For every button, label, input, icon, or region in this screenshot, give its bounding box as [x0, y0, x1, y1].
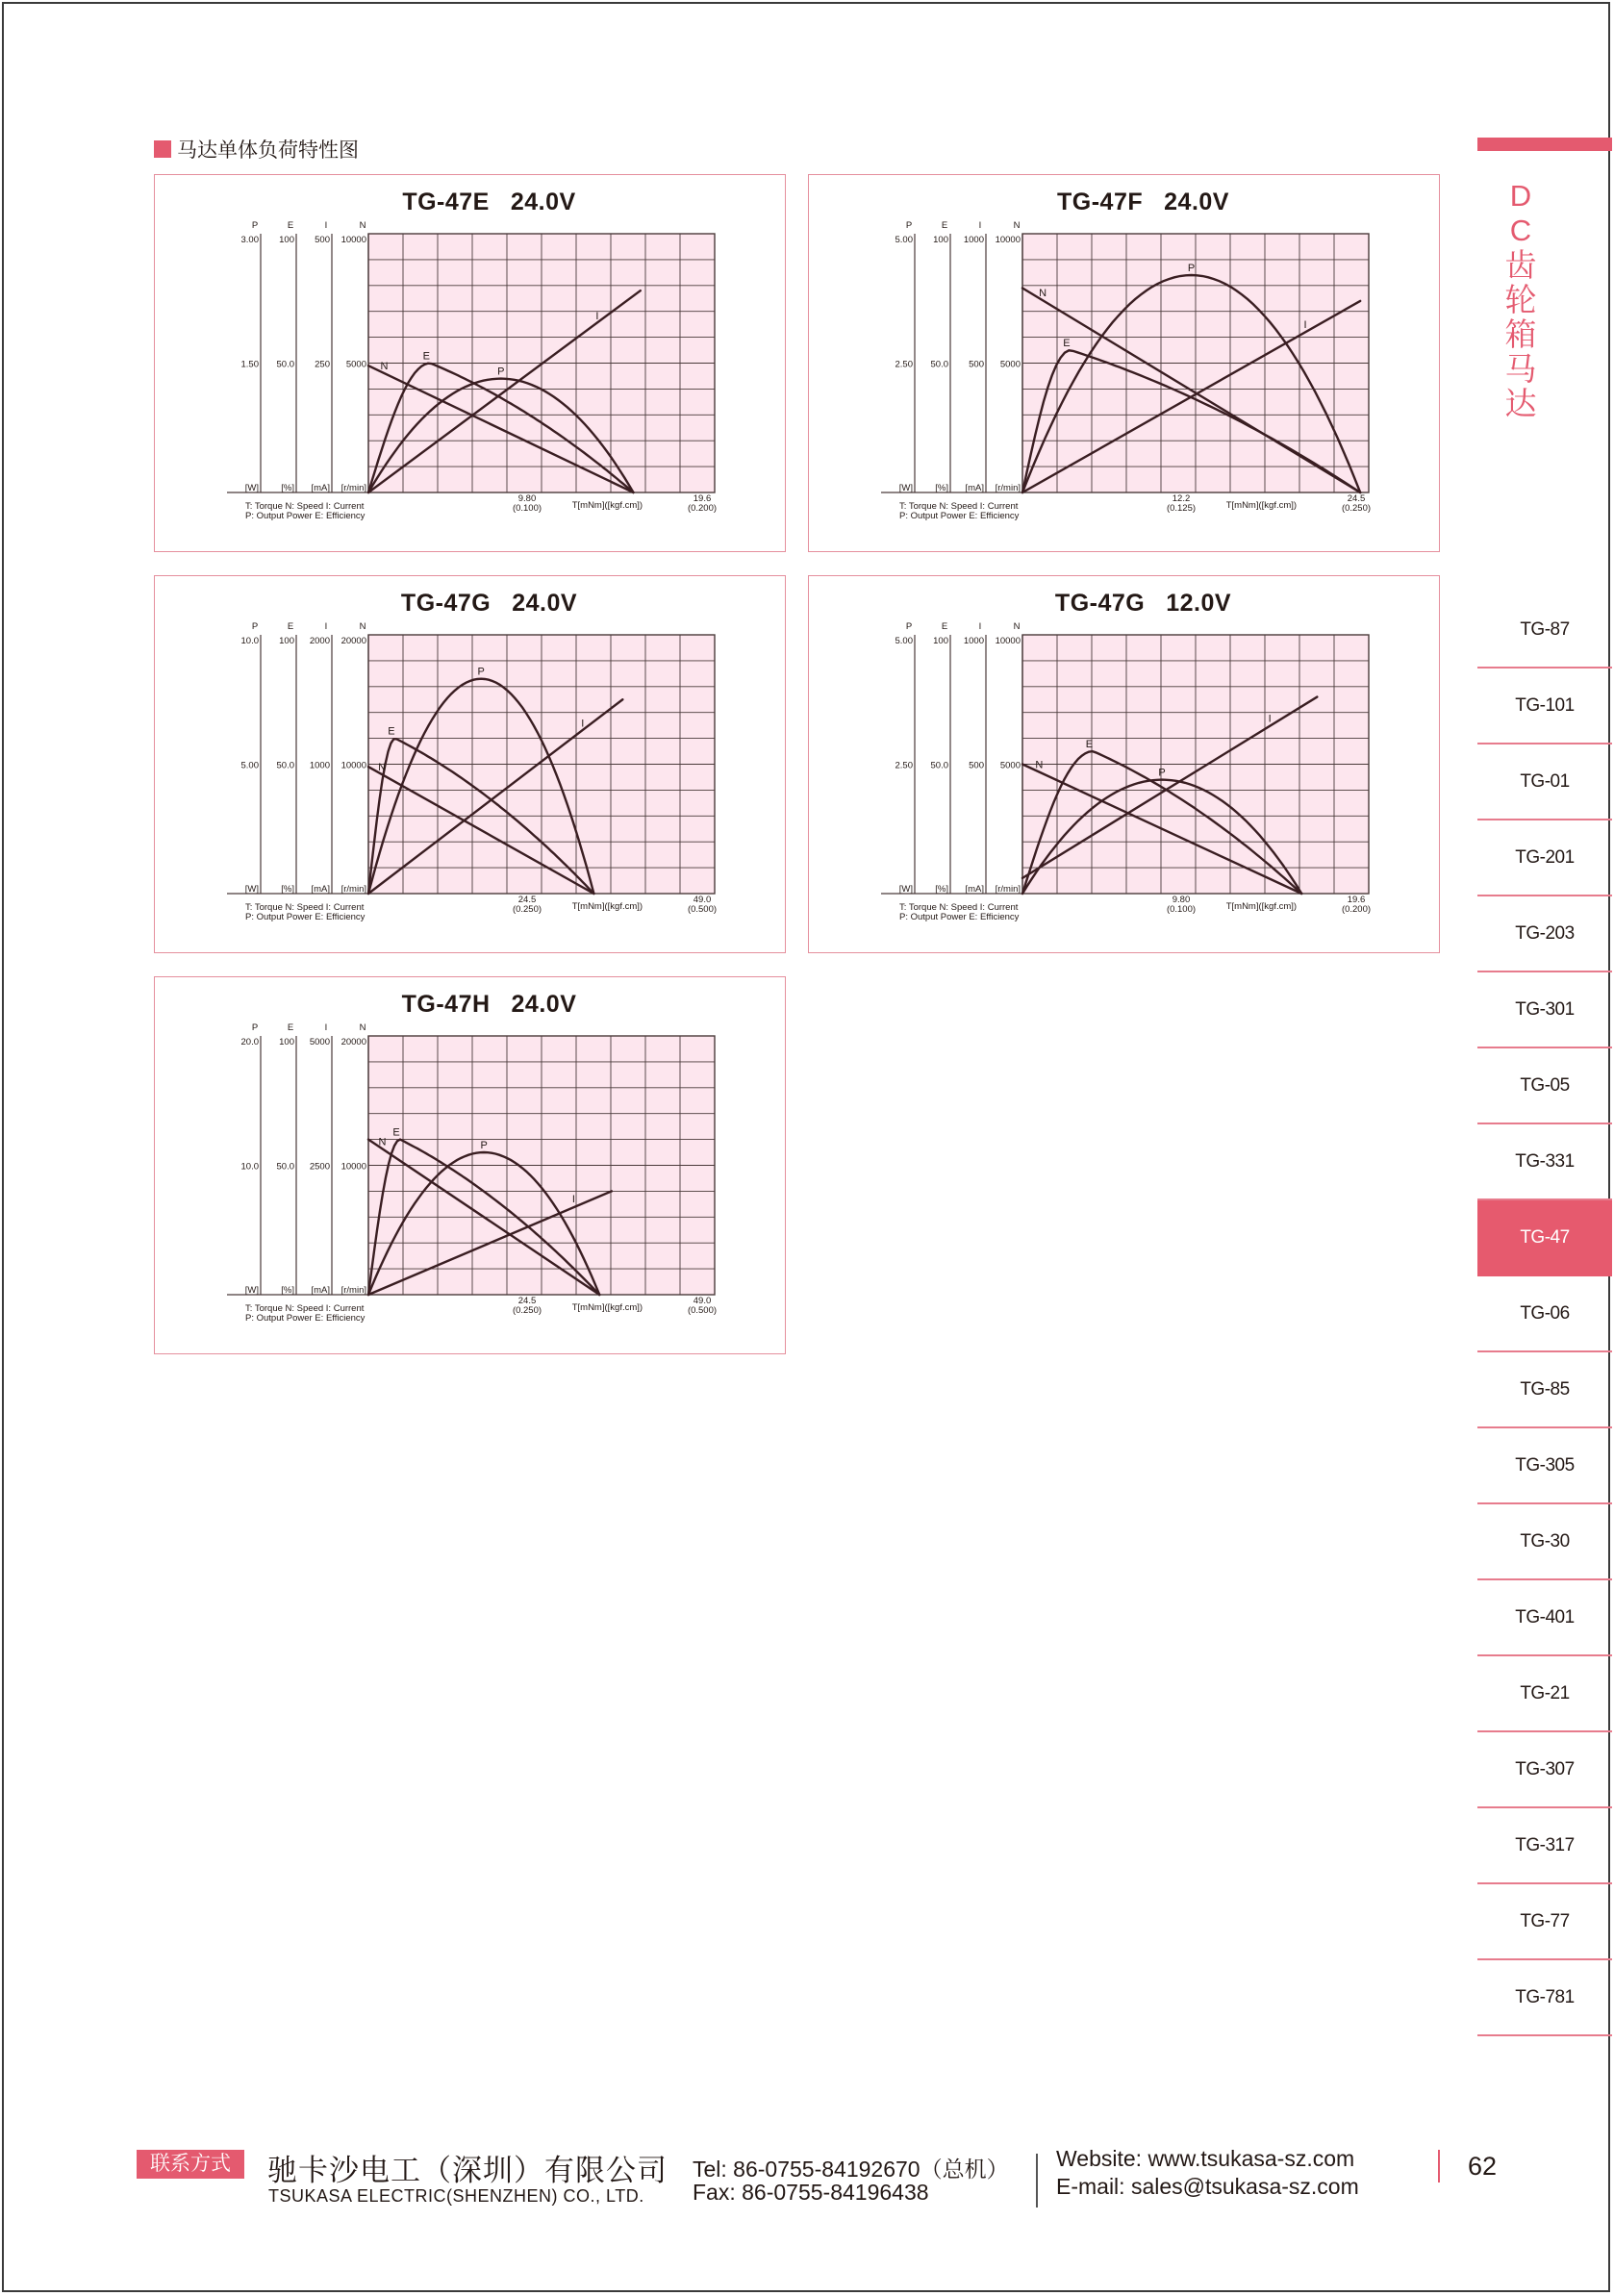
axis-unit-label: [%]: [281, 483, 294, 493]
speed-label: N: [1039, 288, 1047, 300]
x-tick-end: 19.6: [1347, 895, 1366, 905]
side-title-char: D: [1509, 179, 1532, 213]
axis-unit-label: [mA]: [965, 483, 984, 493]
nav-item-tg-101[interactable]: TG-101: [1477, 669, 1612, 744]
nav-item-tg-305[interactable]: TG-305: [1477, 1428, 1612, 1504]
chart-panel-tg-47e-24v: [154, 174, 786, 552]
side-title-char: 马: [1504, 351, 1537, 387]
axis-head-e: E: [287, 621, 294, 632]
current-label: I: [1303, 318, 1307, 331]
axis-max-label: 20000: [340, 636, 366, 646]
axis-unit-label: [W]: [244, 884, 259, 895]
axis-head-n: N: [1013, 220, 1021, 231]
efficiency-label: E: [422, 350, 430, 363]
nav-item-tg-30[interactable]: TG-30: [1477, 1504, 1612, 1580]
axis-max-label: 500: [315, 235, 330, 245]
nav-item-tg-203[interactable]: TG-203: [1477, 896, 1612, 972]
nav-item-tg-301[interactable]: TG-301: [1477, 972, 1612, 1048]
nav-item-tg-06[interactable]: TG-06: [1477, 1276, 1612, 1352]
axis-mid-label: 1000: [309, 760, 330, 771]
axis-max-label: 20.0: [240, 1037, 259, 1047]
axis-unit-label: [%]: [281, 1285, 294, 1296]
x-tick-mid: 24.5: [517, 1296, 537, 1306]
axis-mid-label: 5000: [999, 760, 1021, 771]
nav-item-tg-01[interactable]: TG-01: [1477, 744, 1612, 820]
legend-line-1: T: Torque N: Speed I: Current: [899, 501, 1019, 512]
power-label: P: [1158, 767, 1166, 779]
axis-head-e: E: [941, 220, 948, 231]
axis-head-n: N: [1013, 621, 1021, 632]
x-tick-end: 49.0: [693, 895, 712, 905]
x-tick-end-kgf: (0.500): [687, 1305, 718, 1316]
current-label: I: [1268, 713, 1272, 725]
side-title-char: 齿: [1504, 247, 1537, 283]
side-title-char: C: [1509, 214, 1532, 247]
axis-unit-label: [mA]: [311, 483, 330, 493]
axis-max-label: 10000: [340, 235, 366, 245]
axis-max-label: 5.00: [895, 235, 913, 245]
chart-title: TG-47F 24.0V: [1057, 189, 1229, 215]
speed-label: N: [380, 361, 389, 373]
axis-head-p: P: [905, 621, 913, 632]
speed-label: N: [1035, 759, 1044, 771]
side-nav: [1477, 593, 1612, 2036]
axis-mid-label: 5.00: [240, 760, 259, 771]
axis-mid-label: 50.0: [276, 760, 294, 771]
axis-max-label: 5.00: [895, 636, 913, 646]
nav-item-tg-87[interactable]: TG-87: [1477, 593, 1612, 669]
axis-head-e: E: [287, 220, 294, 231]
fax: Fax: 86-0755-84196438: [693, 2180, 929, 2205]
section-marker: [154, 140, 171, 158]
x-tick-mid-kgf: (0.250): [512, 904, 542, 915]
axis-head-n: N: [359, 621, 366, 632]
power-label: P: [480, 1140, 488, 1152]
x-tick-end: 49.0: [693, 1296, 712, 1306]
x-tick-mid: 9.80: [1172, 895, 1191, 905]
chart-panel-tg-47g-24v: [154, 575, 786, 953]
chart-svg: [809, 175, 1441, 553]
axis-head-p: P: [251, 621, 259, 632]
website-link[interactable]: Website: www.tsukasa-sz.com: [1056, 2146, 1355, 2171]
axis-head-i: I: [324, 1022, 328, 1033]
x-tick-end-kgf: (0.200): [1341, 904, 1372, 915]
chart-panel-tg-47f-24v: [808, 174, 1440, 552]
axis-mid-label: 10000: [340, 760, 366, 771]
axis-unit-label: [mA]: [311, 1285, 330, 1296]
chart-svg: [155, 977, 787, 1355]
nav-item-tg-05[interactable]: TG-05: [1477, 1048, 1612, 1124]
axis-max-label: 1000: [963, 636, 984, 646]
x-tick-mid-kgf: (0.250): [512, 1305, 542, 1316]
axis-max-label: 100: [933, 235, 948, 245]
legend-line-1: T: Torque N: Speed I: Current: [245, 902, 365, 913]
side-title-char: 达: [1504, 386, 1537, 421]
x-tick-mid: 24.5: [517, 895, 537, 905]
axis-unit-label: [mA]: [965, 884, 984, 895]
nav-item-tg-85[interactable]: TG-85: [1477, 1352, 1612, 1428]
nav-item-tg-47[interactable]: TG-47: [1477, 1200, 1612, 1276]
side-title-char: 箱: [1504, 316, 1537, 352]
axis-mid-label: 50.0: [276, 359, 294, 370]
axis-mid-label: 2.50: [895, 359, 913, 370]
axis-unit-label: [r/min]: [340, 1285, 366, 1296]
chart-panel-tg-47h-24v: [154, 976, 786, 1354]
footer-divider: [1036, 2154, 1038, 2208]
x-axis-label: T[mNm]([kgf.cm]): [571, 1302, 643, 1313]
axis-max-label: 100: [279, 636, 294, 646]
axis-max-label: 100: [933, 636, 948, 646]
current-label: I: [595, 310, 599, 322]
axis-unit-label: [%]: [935, 884, 948, 895]
company-name-en: TSUKASA ELECTRIC(SHENZHEN) CO., LTD.: [268, 2186, 644, 2206]
axis-head-e: E: [287, 1022, 294, 1033]
axis-head-n: N: [359, 1022, 366, 1033]
nav-item-tg-317[interactable]: TG-317: [1477, 1808, 1612, 1884]
side-accent-bar: [1477, 138, 1612, 151]
nav-item-tg-401[interactable]: TG-401: [1477, 1580, 1612, 1656]
x-tick-end: 19.6: [693, 493, 712, 504]
legend-line-2: P: Output Power E: Efficiency: [899, 511, 1020, 521]
axis-head-p: P: [905, 220, 913, 231]
x-tick-end: 24.5: [1347, 493, 1366, 504]
axis-unit-label: [W]: [898, 483, 913, 493]
axis-mid-label: 500: [969, 760, 984, 771]
x-tick-mid-kgf: (0.100): [512, 503, 542, 514]
legend-line-2: P: Output Power E: Efficiency: [245, 511, 366, 521]
efficiency-label: E: [388, 725, 395, 738]
company-name-cn: 驰卡沙电工（深圳）有限公司: [267, 2154, 668, 2187]
axis-max-label: 20000: [340, 1037, 366, 1047]
legend-line-2: P: Output Power E: Efficiency: [245, 1313, 366, 1324]
axis-head-i: I: [324, 220, 328, 231]
axis-mid-label: 5000: [999, 359, 1021, 370]
axis-unit-label: [r/min]: [340, 884, 366, 895]
axis-unit-label: [%]: [281, 884, 294, 895]
axis-max-label: 10.0: [240, 636, 259, 646]
current-label: I: [571, 1193, 575, 1205]
page-number: 62: [1468, 2152, 1498, 2181]
chart-title: TG-47G 24.0V: [400, 590, 578, 617]
x-axis-label: T[mNm]([kgf.cm]): [571, 901, 643, 912]
axis-head-i: I: [978, 621, 982, 632]
axis-max-label: 100: [279, 235, 294, 245]
axis-mid-label: 50.0: [276, 1161, 294, 1173]
axis-mid-label: 50.0: [930, 359, 948, 370]
x-axis-label: T[mNm]([kgf.cm]): [571, 500, 643, 511]
email-link[interactable]: E-mail: sales@tsukasa-sz.com: [1056, 2174, 1359, 2199]
legend-line-1: T: Torque N: Speed I: Current: [899, 902, 1019, 913]
chart-title: TG-47G 12.0V: [1054, 590, 1232, 617]
nav-item-tg-77[interactable]: TG-77: [1477, 1884, 1612, 1960]
x-axis-label: T[mNm]([kgf.cm]): [1225, 901, 1298, 912]
speed-label: N: [378, 1136, 387, 1148]
axis-unit-label: [W]: [898, 884, 913, 895]
axis-unit-label: [mA]: [311, 884, 330, 895]
legend-line-1: T: Torque N: Speed I: Current: [245, 501, 365, 512]
axis-head-n: N: [359, 220, 366, 231]
axis-max-label: 2000: [309, 636, 330, 646]
axis-head-i: I: [978, 220, 982, 231]
contact-tag: 联系方式: [137, 2150, 244, 2179]
chart-svg: [155, 175, 787, 553]
power-label: P: [497, 366, 505, 378]
efficiency-label: E: [1063, 338, 1071, 350]
power-label: P: [1187, 263, 1196, 275]
axis-unit-label: [r/min]: [995, 483, 1021, 493]
chart-svg: [809, 576, 1441, 954]
section-title: [154, 135, 359, 164]
x-tick-end-kgf: (0.500): [687, 904, 718, 915]
nav-item-tg-781[interactable]: TG-781: [1477, 1960, 1612, 2036]
x-axis-label: T[mNm]([kgf.cm]): [1225, 500, 1298, 511]
current-label: I: [581, 718, 585, 730]
x-tick-end-kgf: (0.200): [687, 503, 718, 514]
axis-unit-label: [W]: [244, 1285, 259, 1296]
axis-head-e: E: [941, 621, 948, 632]
x-tick-mid-kgf: (0.125): [1166, 503, 1197, 514]
legend-line-2: P: Output Power E: Efficiency: [899, 912, 1020, 922]
axis-mid-label: 10000: [340, 1161, 366, 1173]
x-tick-end-kgf: (0.250): [1341, 503, 1372, 514]
chart-svg: [155, 576, 787, 954]
page-number-divider: [1438, 2150, 1440, 2182]
section-title-text: 马达单体负荷特性图: [177, 139, 359, 162]
efficiency-label: E: [392, 1126, 400, 1139]
nav-item-tg-201[interactable]: TG-201: [1477, 820, 1612, 896]
axis-mid-label: 1.50: [240, 359, 259, 370]
axis-max-label: 3.00: [240, 235, 259, 245]
x-tick-mid: 12.2: [1172, 493, 1191, 504]
axis-unit-label: [r/min]: [340, 483, 366, 493]
side-title-char: 轮: [1504, 282, 1537, 317]
nav-item-tg-21[interactable]: TG-21: [1477, 1656, 1612, 1732]
x-tick-mid-kgf: (0.100): [1166, 904, 1197, 915]
axis-head-p: P: [251, 220, 259, 231]
axis-mid-label: 250: [315, 359, 330, 370]
axis-max-label: 100: [279, 1037, 294, 1047]
axis-head-p: P: [251, 1022, 259, 1033]
axis-max-label: 10000: [995, 235, 1021, 245]
telephone: Tel: 86-0755-84192670（总机）: [693, 2157, 1009, 2182]
nav-item-tg-307[interactable]: TG-307: [1477, 1732, 1612, 1808]
axis-unit-label: [r/min]: [995, 884, 1021, 895]
axis-unit-label: [W]: [244, 483, 259, 493]
chart-title: TG-47H 24.0V: [401, 991, 577, 1018]
axis-mid-label: 500: [969, 359, 984, 370]
axis-mid-label: 50.0: [930, 760, 948, 771]
power-label: P: [477, 666, 485, 678]
axis-mid-label: 10.0: [240, 1161, 259, 1173]
axis-max-label: 10000: [995, 636, 1021, 646]
chart-panel-tg-47g-12v: [808, 575, 1440, 953]
axis-mid-label: 2.50: [895, 760, 913, 771]
chart-title: TG-47E 24.0V: [402, 189, 576, 215]
speed-label: N: [378, 762, 387, 774]
axis-mid-label: 2500: [309, 1161, 330, 1173]
side-title: [1501, 179, 1540, 421]
axis-unit-label: [%]: [935, 483, 948, 493]
x-tick-mid: 9.80: [517, 493, 537, 504]
axis-max-label: 5000: [309, 1037, 330, 1047]
legend-line-1: T: Torque N: Speed I: Current: [245, 1303, 365, 1314]
legend-line-2: P: Output Power E: Efficiency: [245, 912, 366, 922]
efficiency-label: E: [1085, 739, 1094, 751]
footer: [0, 2140, 1614, 2217]
axis-max-label: 1000: [963, 235, 984, 245]
nav-item-tg-331[interactable]: TG-331: [1477, 1124, 1612, 1200]
axis-head-i: I: [324, 621, 328, 632]
axis-mid-label: 5000: [345, 359, 366, 370]
